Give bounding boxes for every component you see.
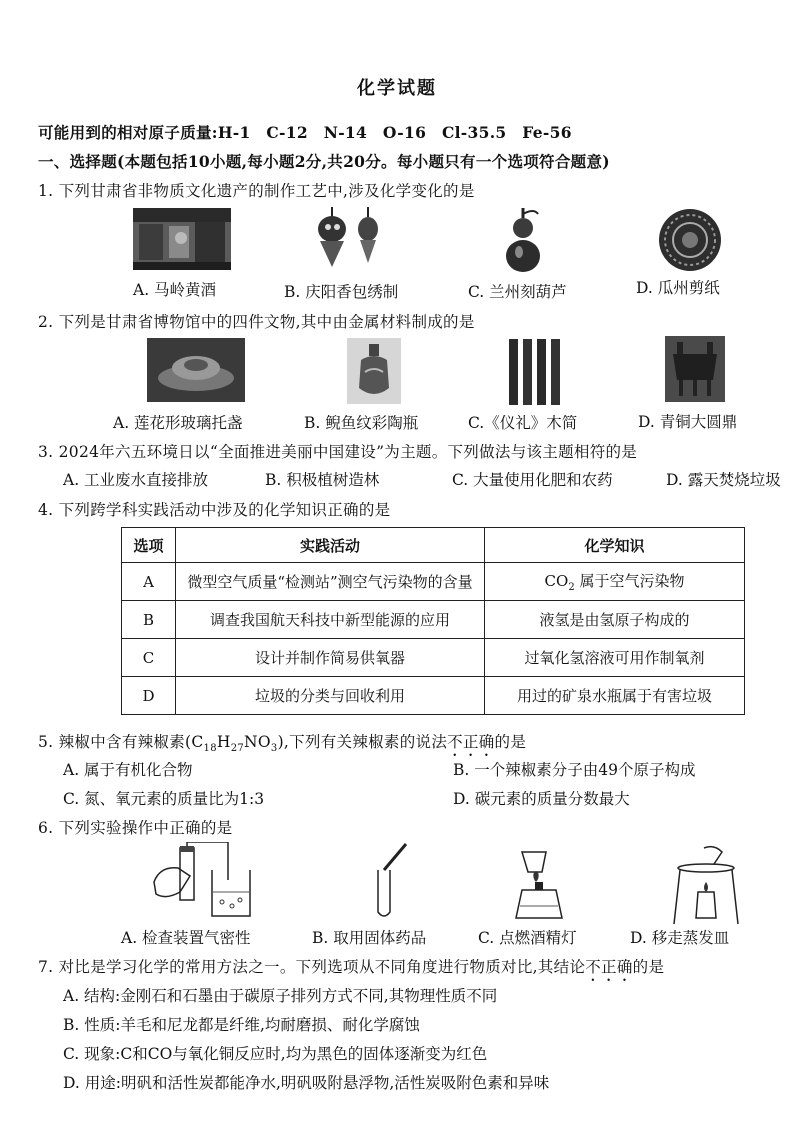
- formula-sub: 3: [270, 743, 278, 755]
- glass-tray-photo: [147, 338, 245, 402]
- page-title: 化学试题: [357, 78, 437, 99]
- row-knowledge: 过氧化氢溶液可用作制氧剂: [485, 639, 745, 677]
- sachet-photo: [310, 207, 390, 273]
- row-option: D: [122, 677, 176, 715]
- q2-option-b[interactable]: B. 鲵鱼纹彩陶瓶: [304, 414, 419, 432]
- q6-option-c[interactable]: C. 点燃酒精灯: [478, 929, 577, 947]
- row-knowledge: 液氢是由氢原子构成的: [485, 601, 745, 639]
- table-header-row: [122, 528, 745, 563]
- formula-h: H: [216, 733, 231, 751]
- header-option: 选项: [122, 528, 176, 563]
- formula-sub: 18: [203, 743, 217, 755]
- q4-stem: 4. 下列跨学科实践活动中涉及的化学知识正确的是: [38, 501, 391, 519]
- q3-option-d[interactable]: D. 露天焚烧垃圾: [666, 471, 781, 489]
- bronze-ding-photo: [665, 336, 725, 402]
- q5-option-d[interactable]: D. 碳元素的质量分数最大: [453, 790, 630, 808]
- q6-option-a[interactable]: A. 检查装置气密性: [121, 929, 251, 947]
- row-activity: 设计并制作简易供氧器: [176, 639, 485, 677]
- q5-stem-start: 5. 辣椒中含有辣椒素(C: [38, 733, 204, 751]
- q7-option-a[interactable]: A. 结构:金刚石和石墨由于碳原子排列方式不同,其物理性质不同: [63, 987, 498, 1005]
- formula-no: NO: [244, 733, 271, 751]
- alcohol-lamp-illustration: [512, 848, 568, 926]
- row-knowledge: 用过的矿泉水瓶属于有害垃圾: [485, 677, 745, 715]
- q2-option-c[interactable]: C.《仪礼》木简: [468, 414, 578, 432]
- table-row[interactable]: [122, 601, 745, 639]
- q5-stem-end: 的是: [494, 733, 527, 751]
- q1-option-d[interactable]: D. 瓜州剪纸: [636, 279, 720, 297]
- header-activity: 实践活动: [176, 528, 485, 563]
- q1-option-b[interactable]: B. 庆阳香包绣制: [284, 283, 399, 301]
- q7-option-b[interactable]: B. 性质:羊毛和尼龙都是纤维,均耐磨损、耐化学腐蚀: [63, 1016, 420, 1034]
- row-option: C: [122, 639, 176, 677]
- yellow-wine-photo: [133, 208, 231, 270]
- q3-option-c[interactable]: C. 大量使用化肥和农药: [452, 471, 613, 489]
- q1-option-a[interactable]: A. 马岭黄酒: [133, 281, 217, 299]
- q7-option-d[interactable]: D. 用途:明矾和活性炭都能净水,明矾吸附悬浮物,活性炭吸附色素和异味: [63, 1074, 550, 1092]
- q1-option-c[interactable]: C. 兰州刻葫芦: [468, 283, 567, 301]
- q2-option-d[interactable]: D. 青铜大圆鼎: [638, 413, 738, 431]
- row-knowledge: [485, 563, 745, 601]
- pottery-vase-photo: [347, 338, 401, 404]
- header-knowledge: 化学知识: [485, 528, 745, 563]
- emphasis-not-correct: 不正确: [447, 733, 495, 751]
- q5-stem: [38, 730, 526, 760]
- test-tube-illustration: [366, 840, 416, 920]
- q5-option-b[interactable]: B. 一个辣椒素分子由49个原子构成: [453, 761, 696, 779]
- row-activity: 垃圾的分类与回收利用: [176, 677, 485, 715]
- table-row[interactable]: [122, 639, 745, 677]
- q2-option-a[interactable]: A. 莲花形玻璃托盏: [113, 414, 243, 432]
- formula-sub: 27: [230, 743, 245, 755]
- row-option: B: [122, 601, 176, 639]
- gourd-photo: [498, 206, 548, 274]
- q3-option-a[interactable]: A. 工业废水直接排放: [63, 471, 209, 489]
- q7-stem-end: 的是: [632, 958, 665, 976]
- airtightness-check-illustration: [150, 842, 260, 922]
- emphasis-not-correct: 不正确: [585, 958, 633, 976]
- atomic-masses: 可能用到的相对原子质量:H-1 C-12 N-14 O-16 Cl-35.5 Fe-56: [38, 123, 572, 142]
- section-heading: 一、选择题(本题包括10小题,每小题2分,共20分。每小题只有一个选项符合题意): [38, 152, 610, 171]
- row-option: A: [122, 563, 176, 601]
- row-activity: 调查我国航天科技中新型能源的应用: [176, 601, 485, 639]
- q5-stem-mid: ),下列有关辣椒素的说法: [277, 733, 448, 751]
- q6-stem: 6. 下列实验操作中正确的是: [38, 819, 233, 837]
- wood-slips-photo: [507, 339, 561, 405]
- row-activity: 微型空气质量“检测站”测空气污染物的含量: [176, 563, 485, 601]
- q5-option-c[interactable]: C. 氮、氧元素的质量比为1:3: [63, 790, 265, 808]
- q5-option-a[interactable]: A. 属于有机化合物: [63, 761, 193, 779]
- q3-stem: 3. 2024年六五环境日以“全面推进美丽中国建设”为主题。下列做法与该主题相符的是: [38, 443, 638, 461]
- q4-table: [121, 527, 745, 715]
- q1-stem: 1. 下列甘肃省非物质文化遗产的制作工艺中,涉及化学变化的是: [38, 182, 475, 200]
- evaporating-dish-illustration: [664, 842, 750, 926]
- q6-option-d[interactable]: D. 移走蒸发皿: [630, 929, 730, 947]
- formula-co: CO: [544, 572, 569, 590]
- formula-subscript: 2: [568, 582, 575, 593]
- q7-stem: [38, 955, 664, 985]
- table-row[interactable]: [122, 563, 745, 601]
- q7-stem-start: 7. 对比是学习化学的常用方法之一。下列选项从不同角度进行物质对比,其结论: [38, 958, 586, 976]
- papercut-photo: [656, 207, 724, 273]
- q3-option-b[interactable]: B. 积极植树造林: [265, 471, 380, 489]
- q2-stem: 2. 下列是甘肃省博物馆中的四件文物,其中由金属材料制成的是: [38, 313, 475, 331]
- knowledge-text: 属于空气污染物: [574, 572, 685, 590]
- q7-option-c[interactable]: C. 现象:C和CO与氧化铜反应时,均为黑色的固体逐渐变为红色: [63, 1045, 488, 1063]
- q6-option-b[interactable]: B. 取用固体药品: [312, 929, 427, 947]
- table-row[interactable]: [122, 677, 745, 715]
